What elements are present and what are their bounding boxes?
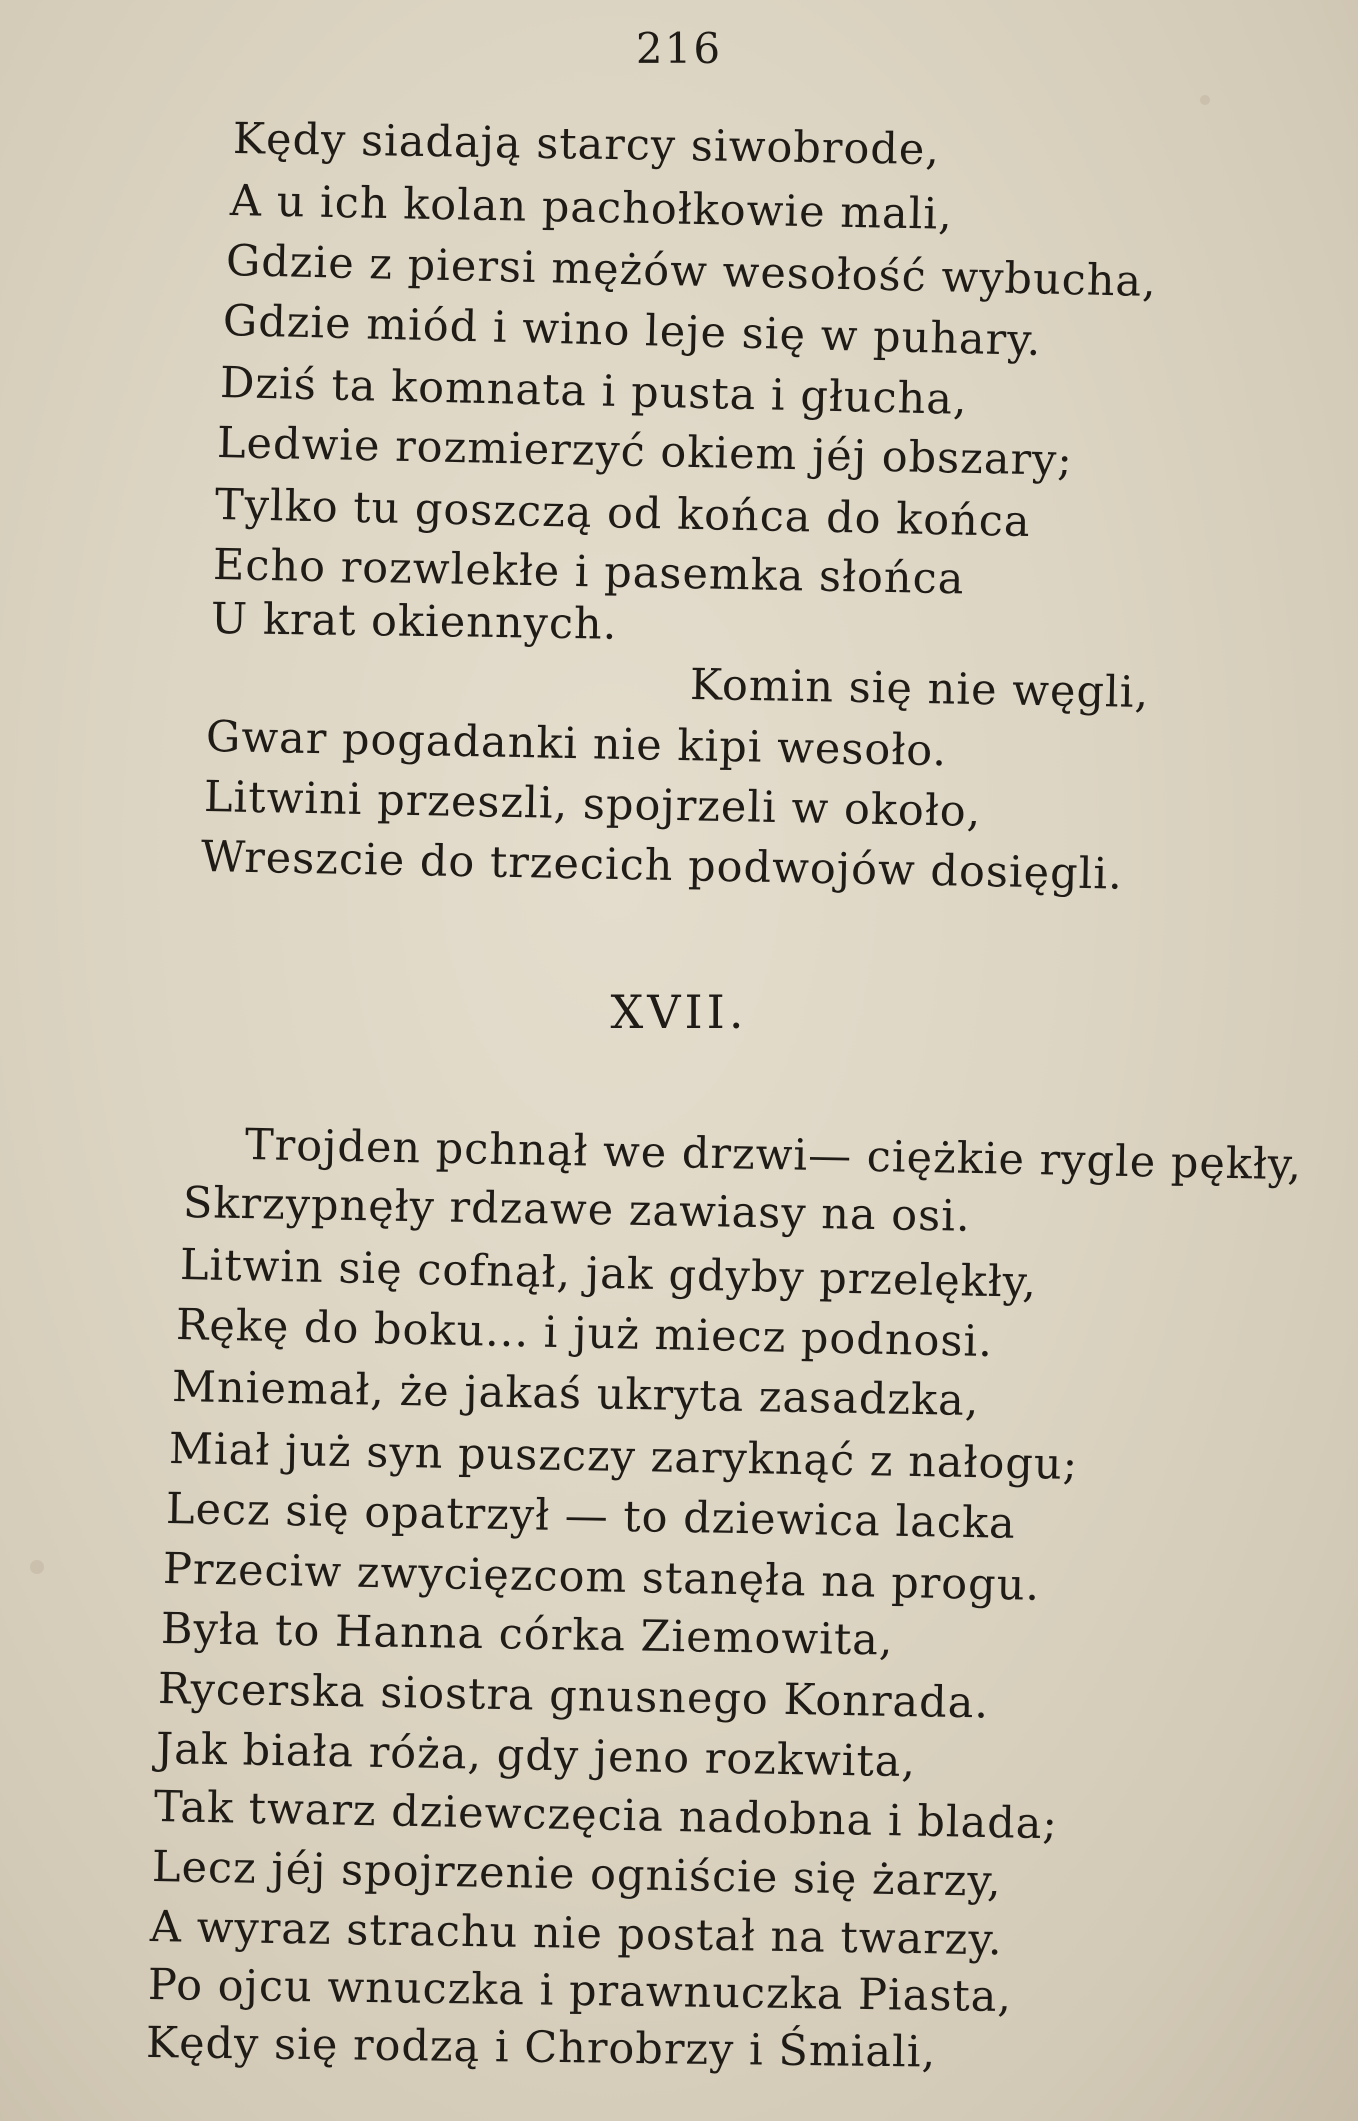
poem-line: Gdzie miód i wino leje się w puhary. [222,296,1043,366]
poem-line: Gwar pogadanki nie kipi wesoło. [205,712,948,777]
poem-line: U krat okiennych. [210,594,618,650]
poem-line: Przeciw zwycięzcom stanęła na progu. [162,1544,1041,1611]
poem-line: Gdzie z piersi mężów wesołość wybucha, [225,236,1158,308]
poem-line: Trojden pchnął we drzwi— ciężkie rygle pękły, [244,1120,1303,1191]
poem-line: Litwin się cofnął, jak gdyby przelękły, [179,1240,1038,1308]
poem-line: Jak biała róża, gdy jeno rozkwita, [155,1724,917,1788]
page-number: 216 [635,24,723,73]
poem-line: Lecz jéj spojrzenie ogniście się żarzy, [151,1842,1003,1907]
poem-line: Rycerska siostra gnusnego Konrada. [157,1664,990,1729]
poem-line: Echo rozwlekłe i pasemka słońca [212,540,965,605]
poem-line: Kędy się rodzą i Chrobrzy i Śmiali, [145,2018,937,2078]
poem-line: Skrzypnęły rdzawe zawiasy na osi. [182,1178,972,1242]
poem-line: Ledwie rozmierzyć okiem jéj obszary; [216,418,1074,486]
poem-line: Litwini przeszli, spojrzeli w około, [203,772,982,837]
poem-line: Mniemał, że jakaś ukryta zasadzka, [171,1362,980,1427]
poem-line: Tylko tu goszczą od końca do końca [214,480,1032,548]
poem-line: Rękę do boku... i już miecz podnosi. [175,1300,994,1368]
poem-line: Wreszcie do trzecich podwojów dosięgli. [200,832,1124,900]
poem-line: Komin się nie węgli, [689,660,1150,719]
section-heading: XVII. [610,985,748,1039]
poem-line: Tak twarz dziewczęcia nadobna i blada; [153,1782,1059,1850]
poem-line: Lecz się opatrzył — to dziewica lacka [165,1484,1017,1549]
poem-line: Była to Hanna córka Ziemowita, [160,1604,894,1666]
poem-line: Dziś ta komnata i pusta i głucha, [219,358,969,425]
poem-line: A u ich kolan pachołkowie mali, [229,176,954,240]
poem-line: Miał już syn puszczy zaryknąć z nałogu; [168,1424,1079,1490]
poem-line: Po ojcu wnuczka i prawnuczka Piasta, [147,1960,1013,2023]
poem-line: A wyraz strachu nie postał na twarzy. [149,1902,1004,1966]
poem-line: Kędy siadają starcy siwobrode, [232,114,941,176]
